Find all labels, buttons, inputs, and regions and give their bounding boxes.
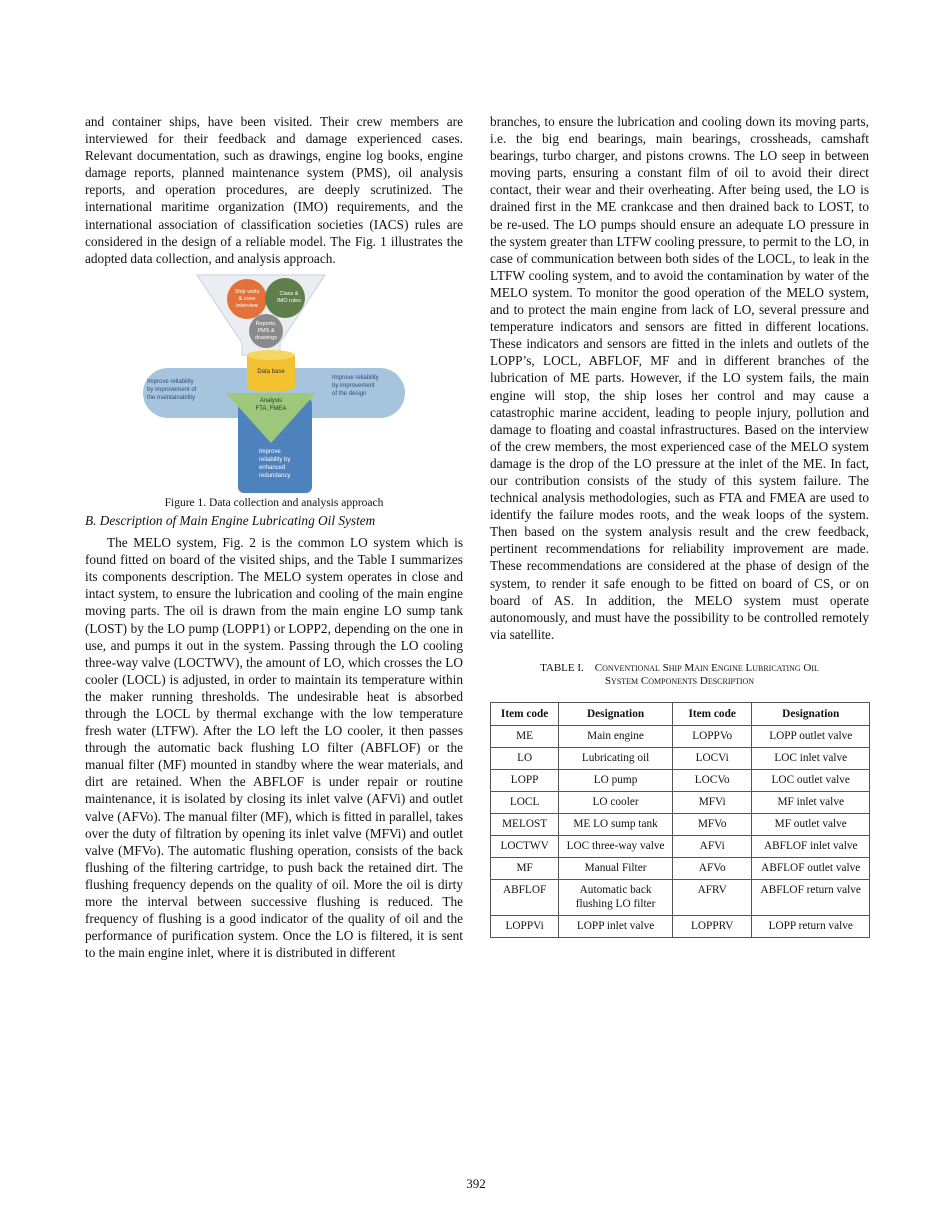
table-cell: LO pump xyxy=(559,769,673,791)
table-row xyxy=(491,879,870,915)
table-title-line2: System Components Description xyxy=(604,674,755,687)
section-heading: B. Description of Main Engine Lubricating Oil System xyxy=(85,512,376,528)
figure-caption: Figure 1. Data collection and analysis approach xyxy=(164,496,384,509)
table-cell: ME xyxy=(491,725,559,747)
circle2-line1: Class & xyxy=(279,290,299,297)
header-item-code-1: Item code xyxy=(491,702,559,725)
table-row xyxy=(491,915,870,937)
bottom-box-line2: reliability by xyxy=(259,456,291,463)
table-cell: ABFLOF return valve xyxy=(752,879,870,915)
left-column xyxy=(85,113,463,961)
bottom-box-line3: enhanced xyxy=(259,464,286,471)
table-body xyxy=(491,725,870,937)
circle3-line1: Reports, xyxy=(255,320,277,327)
table-row xyxy=(491,813,870,835)
database-cylinder-bottom xyxy=(247,382,295,392)
table-cell: MF inlet valve xyxy=(752,791,870,813)
right-box-line1: Improve reliability xyxy=(332,374,379,381)
circle1-line1: Ship visits xyxy=(234,288,260,295)
table-cell: MFVo xyxy=(672,813,752,835)
table-cell: LOPP outlet valve xyxy=(752,725,870,747)
table-cell: Automatic back flushing LO filter xyxy=(559,879,673,915)
page-number: 392 xyxy=(466,1176,486,1191)
table-cell: AFVi xyxy=(672,835,752,857)
left-box-line3: the maintainability xyxy=(147,394,196,401)
table-cell: MF xyxy=(491,857,559,879)
database-cylinder-top xyxy=(247,350,295,360)
table-cell: MFVi xyxy=(672,791,752,813)
table-cell: Main engine xyxy=(559,725,673,747)
components-table xyxy=(490,702,870,938)
circle2-line2: IMO rules xyxy=(277,297,301,304)
table-cell: Manual Filter xyxy=(559,857,673,879)
bottom-box-line1: Improve xyxy=(259,448,281,455)
table-cell: ABFLOF xyxy=(491,879,559,915)
data-collection-diagram xyxy=(85,273,463,495)
right-box-line3: of the design xyxy=(332,390,367,397)
left-paragraph-1: and container ships, have been visited. Their crew members are interviewed for their feedback and damage experienced cases. Relevant documentation, such as drawings, engine log books, engine damage reports, planned maintenance system (PMS), oil analysis reports, and operation procedures, are deeply scrutinized. The international maritime organization (IMO) requirements, and the international association of classification societies (IACS) rules are considered in the design of a reliable model. The Fig. 1 illustrates the adopted data collection, and analysis approach. xyxy=(85,114,463,266)
table-cell: AFVo xyxy=(672,857,752,879)
table-cell: LO xyxy=(491,747,559,769)
table-cell: ABFLOF inlet valve xyxy=(752,835,870,857)
table-cell: LOPPVi xyxy=(491,915,559,937)
table-header-row xyxy=(491,702,870,725)
table-cell: LOPP xyxy=(491,769,559,791)
table-row xyxy=(491,725,870,747)
left-paragraph-2: The MELO system, Fig. 2 is the common LO system which is found fitted on board of the visited ships, and the Table I summarizes its components description. The MELO system operates in close and intact system, to ensure the lubrication and cooling of the main engine moving parts. The oil is drawn from the main engine LO sump tank (LOST) by the LO pump (LOPP1) or LOPP2, depending on the one in use, and pumps it out in the system. Passing through the LO cooling three-way valve (LOCTWV), the amount of LO, which crosses the LO cooler (LOCL) is adjusted, in order to maintain its temperature within the maker running thresholds. The undesirable heat is absorbed through the LOCL by thermal exchange with the low temperature fresh water (LTFW). After the LO left the LO cooler, it then passes through the automatic back flushing LO filter (ABFLOF) or the manual filter (MF) mounted in standby where the wear materials, and dirt are retained. When the ABFLOF is under repair or routine maintenance, it is isolated by closing its inlet valve (AFVi) and outlet valve (AFVo). The manual filter (MF), which is fitted in parallel, takes over the duty of filtration by opening its inlet valve (MFVi) and outlet valve (MFVo). The automatic flushing operation, consists of the back flushing of the filtering cartridge, to push back the retained dirt. The flushing frequency depends on the quality of oil. More the oil is dirty more the interval between successive flushing is reduced. The frequency of flushing is a good indicator of the quality of oil and the performance of purification system. Once the LO is filtered, it is sent to the main engine inlet, where it is distributed in different xyxy=(85,535,463,961)
circle1-line3: interview xyxy=(236,302,258,309)
table-row xyxy=(491,857,870,879)
table-cell: LO cooler xyxy=(559,791,673,813)
figure-1 xyxy=(85,273,463,495)
table-title-line1: Conventional Ship Main Engine Lubricating Oil xyxy=(594,661,819,674)
table-row xyxy=(491,769,870,791)
table-row xyxy=(491,835,870,857)
table-cell: LOPP inlet valve xyxy=(559,915,673,937)
table-cell: LOPPVo xyxy=(672,725,752,747)
left-box-line2: by improvement of xyxy=(147,386,197,393)
table-cell: AFRV xyxy=(672,879,752,915)
circle3-line2: PMS & xyxy=(257,327,275,334)
table-cell: LOCTWV xyxy=(491,835,559,857)
circle3-line3: drawings xyxy=(254,334,278,341)
table-cell: LOCL xyxy=(491,791,559,813)
bottom-box-line4: redundancy xyxy=(259,472,291,479)
table-cell: ABFLOF outlet valve xyxy=(752,857,870,879)
table-cell: MELOST xyxy=(491,813,559,835)
table-cell: LOC outlet valve xyxy=(752,769,870,791)
database-label: Data base xyxy=(257,368,285,375)
table-cell: LOC inlet valve xyxy=(752,747,870,769)
table-cell: LOPP return valve xyxy=(752,915,870,937)
header-designation-1: Designation xyxy=(559,702,673,725)
table-cell: MF outlet valve xyxy=(752,813,870,835)
header-designation-2: Designation xyxy=(752,702,870,725)
table-cell: Lubricating oil xyxy=(559,747,673,769)
table-caption xyxy=(490,662,869,688)
analysis-line1: Analysis xyxy=(259,397,283,404)
table-cell: LOCVo xyxy=(672,769,752,791)
table-label: TABLE I. xyxy=(540,661,584,674)
table-cell: ME LO sump tank xyxy=(559,813,673,835)
table-row xyxy=(491,747,870,769)
table-cell: LOPPRV xyxy=(672,915,752,937)
left-box-line1: Improve reliability xyxy=(147,378,194,385)
right-paragraph-1: branches, to ensure the lubrication and cooling down its moving parts, i.e. the big end bearings, main bearings, crossheads, camshaft bearings, turbo charger, and pistons crowns. The LO seep in between moving parts, ensuring a constant film of oil to avoid their direct contact, their wear and their overheating. After being used, the LO is drained first in the ME crankcase and then drained back to LOST, to be re-used. The LO pumps should ensure an adequate LO pressure in the system greater than LTFW cooling pressure, to permit to the LO, in case of communication between both sides of the LOCL, to leak in the LTFW cooling system, and to avoid the contamination by water of the MELO system. To monitor the good operation of the MELO system, and to protect the main engine from lack of LO, several pressure and temperature indicators and sensors are fitted in different locations. These indicators and sensors are fitted in the inlets and outlets of the LOPP’s, LOCL, ABFLOF, MF and in different branches of the lubrication of ME parts. However, if the LO system fails, the main engine will stop, the ship loses her control and may cause a catastrophic marine accident, leading to people injury, pollution and damage to floating and coastal infrastructures. Based on the interview of the crew members, the most experienced case of the MELO system damage is the drop of the LO pressure at the inlet of the ME. In fact, our contribution consists of the study of this system failure. The technical analysis methodologies, such as FTA and FMEA are used to identify the failure modes roots, and the weak loops of the system. Then based on the system analysis result and the crew feedback, pertinent recommendations for reliability improvement are made. These recommendations are considered at the phase of design of the system, to render it safe enough to be fitted on board of CS, or on board of AS. In addition, the MELO system must operate autonomously, and must have the possibility to be controlled remotely via satellite. xyxy=(490,114,869,642)
header-item-code-2: Item code xyxy=(672,702,752,725)
right-column xyxy=(490,113,869,938)
circle1-line2: & crew xyxy=(238,295,256,302)
right-box-line2: by improvement xyxy=(332,382,375,389)
table-row xyxy=(491,791,870,813)
table-cell: LOCVi xyxy=(672,747,752,769)
analysis-line2: FTA, FMEA xyxy=(255,405,287,412)
table-cell: LOC three-way valve xyxy=(559,835,673,857)
